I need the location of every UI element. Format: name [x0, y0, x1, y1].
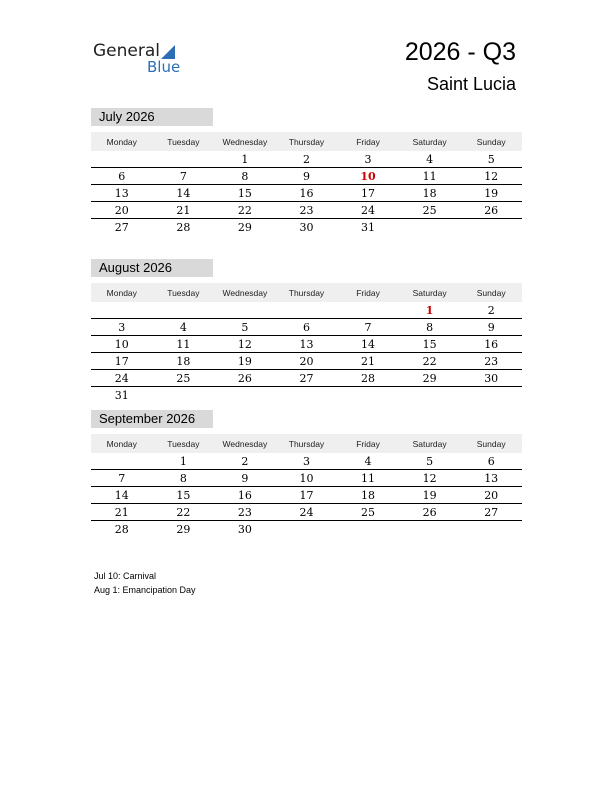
weekday-header: Sunday [460, 434, 522, 453]
day-cell: 4 [153, 319, 215, 336]
day-cell: 29 [399, 370, 461, 387]
country-name: Saint Lucia [426, 74, 516, 94]
day-cell: 6 [460, 453, 522, 470]
week-row [91, 151, 522, 168]
day-cell: 15 [153, 487, 215, 504]
day-cell [337, 521, 399, 538]
weekday-header: Saturday [399, 434, 461, 453]
day-cell: 6 [91, 168, 153, 185]
weekday-header: Thursday [276, 434, 338, 453]
week-row [91, 470, 522, 487]
day-cell: 17 [91, 353, 153, 370]
day-cell: 16 [276, 185, 338, 202]
month-table [91, 283, 522, 403]
week-row [91, 370, 522, 387]
logo-blue-text: Blue [147, 58, 181, 76]
week-row [91, 336, 522, 353]
week-row [91, 219, 522, 236]
month-table [91, 434, 522, 537]
month-label: September 2026 [91, 410, 213, 428]
month-label: July 2026 [91, 108, 213, 126]
weekday-header: Friday [337, 434, 399, 453]
month-block [91, 108, 522, 235]
weekday-header: Wednesday [214, 132, 276, 151]
holiday-note: Jul 10: Carnival [94, 571, 157, 581]
day-cell: 19 [460, 185, 522, 202]
day-cell: 19 [399, 487, 461, 504]
day-cell: 16 [214, 487, 276, 504]
day-cell: 9 [460, 319, 522, 336]
weekday-header: Tuesday [153, 283, 215, 302]
day-cell: 12 [399, 470, 461, 487]
day-cell: 31 [114, 388, 129, 402]
weekday-header: Thursday [276, 132, 338, 151]
day-cell: 10 [91, 336, 153, 353]
day-cell: 21 [153, 202, 215, 219]
day-cell: 25 [399, 202, 461, 219]
day-cell: 11 [399, 168, 461, 185]
day-cell: 12 [214, 336, 276, 353]
week-row [91, 504, 522, 521]
day-cell: 24 [337, 202, 399, 219]
day-cell: 19 [214, 353, 276, 370]
weekday-header: Tuesday [153, 132, 215, 151]
weekday-header: Friday [337, 132, 399, 151]
week-row [91, 487, 522, 504]
day-cell [91, 453, 153, 470]
week-row [91, 453, 522, 470]
day-cell: 28 [114, 522, 129, 536]
month-block [91, 259, 522, 403]
day-cell: 21 [337, 353, 399, 370]
day-cell: 21 [91, 504, 153, 521]
day-cell: 9 [276, 168, 338, 185]
day-cell [337, 302, 399, 319]
day-cell: 27 [276, 370, 338, 387]
day-cell: 13 [460, 470, 522, 487]
day-cell: 25 [153, 370, 215, 387]
weekday-header: Saturday [399, 132, 461, 151]
day-cell: 2 [460, 302, 522, 319]
day-cell [214, 302, 276, 319]
day-cell: 20 [460, 487, 522, 504]
day-cell: 18 [153, 353, 215, 370]
day-cell [460, 521, 522, 538]
day-cell: 14 [153, 185, 215, 202]
day-cell [399, 387, 461, 404]
day-cell: 27 [460, 504, 522, 521]
day-cell [214, 387, 276, 404]
week-row [91, 185, 522, 202]
weekday-header: Monday [91, 132, 153, 151]
day-cell: 22 [399, 353, 461, 370]
weekday-header: Sunday [460, 132, 522, 151]
day-cell: 1 [214, 151, 276, 168]
day-cell: 26 [460, 202, 522, 219]
day-cell: 22 [153, 504, 215, 521]
day-cell: 4 [337, 453, 399, 470]
day-cell: 10 [337, 168, 399, 185]
day-cell: 13 [91, 185, 153, 202]
day-cell: 2 [214, 453, 276, 470]
day-cell: 8 [399, 319, 461, 336]
week-row [91, 302, 522, 319]
week-row [91, 168, 522, 185]
week-row [91, 387, 522, 404]
logo-triangle-icon [161, 45, 175, 59]
day-cell [276, 302, 338, 319]
weekday-header: Friday [337, 283, 399, 302]
day-cell: 17 [337, 185, 399, 202]
day-cell: 29 [237, 220, 252, 234]
month-table [91, 132, 522, 235]
day-cell: 7 [91, 470, 153, 487]
page-title: 2026 - Q3 [404, 38, 516, 66]
weekday-header: Monday [91, 283, 153, 302]
day-cell [153, 302, 215, 319]
day-cell [153, 151, 215, 168]
weekday-header: Saturday [399, 283, 461, 302]
day-cell: 17 [276, 487, 338, 504]
day-cell: 28 [176, 220, 191, 234]
day-cell: 11 [337, 470, 399, 487]
day-cell: 28 [337, 370, 399, 387]
logo-general-text: General [93, 41, 160, 61]
day-cell [276, 521, 338, 538]
day-cell: 30 [460, 370, 522, 387]
day-cell: 14 [337, 336, 399, 353]
weekday-header: Wednesday [214, 283, 276, 302]
day-cell: 1 [399, 302, 461, 319]
day-cell: 12 [460, 168, 522, 185]
day-cell: 16 [460, 336, 522, 353]
day-cell: 6 [276, 319, 338, 336]
day-cell [337, 387, 399, 404]
day-cell: 20 [276, 353, 338, 370]
day-cell: 5 [399, 453, 461, 470]
day-cell: 8 [153, 470, 215, 487]
day-cell: 24 [91, 370, 153, 387]
day-cell [399, 219, 461, 236]
day-cell: 4 [399, 151, 461, 168]
day-cell: 20 [91, 202, 153, 219]
day-cell: 15 [399, 336, 461, 353]
logo [93, 41, 193, 77]
holiday-notes [94, 569, 196, 597]
month-block [91, 410, 522, 537]
day-cell: 18 [337, 487, 399, 504]
day-cell: 26 [399, 504, 461, 521]
day-cell: 24 [276, 504, 338, 521]
day-cell: 30 [299, 220, 314, 234]
day-cell: 5 [460, 151, 522, 168]
week-row [91, 319, 522, 336]
day-cell: 7 [153, 168, 215, 185]
day-cell: 2 [276, 151, 338, 168]
weekday-header: Tuesday [153, 434, 215, 453]
day-cell: 10 [276, 470, 338, 487]
day-cell: 3 [276, 453, 338, 470]
day-cell: 29 [176, 522, 191, 536]
week-row [91, 202, 522, 219]
holiday-note: Aug 1: Emancipation Day [94, 585, 196, 595]
day-cell: 23 [276, 202, 338, 219]
day-cell [460, 387, 522, 404]
day-cell [91, 302, 153, 319]
day-cell [91, 151, 153, 168]
day-cell: 1 [153, 453, 215, 470]
day-cell: 15 [214, 185, 276, 202]
day-cell: 26 [214, 370, 276, 387]
week-row [91, 521, 522, 538]
week-row [91, 353, 522, 370]
day-cell: 8 [214, 168, 276, 185]
day-cell [276, 387, 338, 404]
day-cell [153, 387, 215, 404]
day-cell: 23 [460, 353, 522, 370]
day-cell: 7 [337, 319, 399, 336]
day-cell: 3 [337, 151, 399, 168]
day-cell: 27 [114, 220, 129, 234]
day-cell [460, 219, 522, 236]
day-cell: 13 [276, 336, 338, 353]
day-cell: 22 [214, 202, 276, 219]
day-cell: 11 [153, 336, 215, 353]
day-cell [399, 521, 461, 538]
day-cell: 31 [361, 220, 376, 234]
weekday-header: Monday [91, 434, 153, 453]
weekday-header: Sunday [460, 283, 522, 302]
day-cell: 23 [214, 504, 276, 521]
day-cell: 25 [337, 504, 399, 521]
day-cell: 14 [91, 487, 153, 504]
day-cell: 30 [237, 522, 252, 536]
day-cell: 3 [91, 319, 153, 336]
day-cell: 5 [214, 319, 276, 336]
weekday-header: Wednesday [214, 434, 276, 453]
month-label: August 2026 [91, 259, 213, 277]
day-cell: 18 [399, 185, 461, 202]
weekday-header: Thursday [276, 283, 338, 302]
day-cell: 9 [214, 470, 276, 487]
